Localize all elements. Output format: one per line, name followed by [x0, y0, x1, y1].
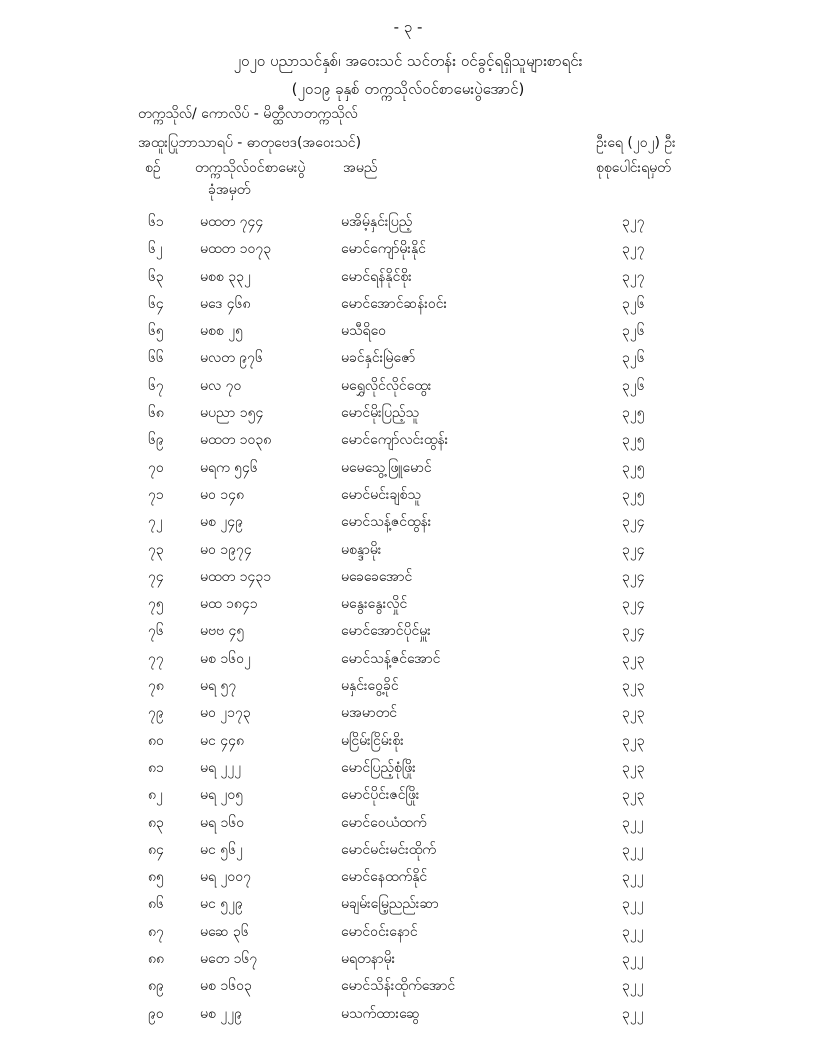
- roll-number: မင ၅၂၉: [200, 896, 243, 913]
- total-marks: ၃၂၄: [622, 568, 645, 585]
- roll-number: မစ ၁၆၀၂: [200, 650, 251, 667]
- total-marks: ၃၂၅: [622, 486, 645, 503]
- total-marks: ၃၂၃: [622, 650, 645, 667]
- student-name: မအိမ့်နှင်းပြည့်: [341, 214, 413, 230]
- document-title: ၂၀၂၀ ပညာသင်နှစ်၊ အဝေးသင် သင်တန်း ဝင်ခွင့်ရရှိသူများစာရင်း: [233, 52, 583, 70]
- total-marks: ၃၂၂: [622, 896, 644, 913]
- header-roll-line2: ခုံအမှတ်: [208, 182, 251, 198]
- student-name: မောင်ရန်နိုင်စိုး: [341, 268, 412, 285]
- student-name: မနှင်းဝွေ့ခိုင်: [341, 678, 399, 695]
- row-number: ၆၅: [148, 323, 164, 340]
- roll-number: မင ၅၆၂: [200, 841, 243, 858]
- student-name: မောင်ပြည့်စုံဖြိုး: [341, 759, 416, 776]
- header-no: စဉ်: [145, 160, 161, 176]
- row-number: ၆၇: [148, 377, 164, 394]
- row-number: ၈၆: [148, 896, 164, 913]
- table-row: [0, 344, 816, 371]
- table-row: [0, 563, 816, 590]
- row-number: ၉၀: [148, 1005, 164, 1022]
- total-marks: ၃၂၆: [622, 295, 645, 312]
- table-row: [0, 590, 816, 617]
- total-marks: ၃၂၄: [622, 623, 645, 640]
- page-number: - ၃ -: [393, 18, 423, 36]
- row-number: ၆၉: [148, 432, 164, 449]
- table-row: [0, 836, 816, 863]
- table-row: [0, 645, 816, 672]
- roll-number: မပညာ ၁၅၄: [200, 405, 264, 422]
- roll-number: မစ ၂၄၉: [200, 514, 243, 531]
- row-number: ၈၃: [148, 814, 164, 831]
- total-marks: ၃၂၄: [622, 596, 645, 613]
- total-marks: ၃၂၃: [622, 732, 645, 749]
- roll-number: မထ ၁၈၄၁: [200, 596, 258, 613]
- roll-number: မဝ ၁၄၈: [200, 486, 245, 503]
- row-number: ၈၄: [148, 841, 164, 858]
- roll-number: မလ ၇၀: [200, 377, 242, 394]
- student-name: မောင်သန့်ဇင်အောင်: [341, 650, 441, 667]
- row-number: ၈၂: [148, 787, 163, 804]
- roll-number: မရ ၅၇: [200, 678, 237, 695]
- total-marks: ၃၂၂: [622, 951, 644, 968]
- student-name: မရတနာမိုး: [341, 951, 396, 968]
- table-row: [0, 617, 816, 644]
- roll-number: မရ ၂၀၀၇: [200, 869, 251, 886]
- table-row: [0, 454, 816, 481]
- table-row: [0, 290, 816, 317]
- table-row: [0, 508, 816, 535]
- row-number: ၇၂: [148, 514, 163, 531]
- roll-number: မင ၄၄၈: [200, 732, 244, 749]
- row-number: ၇၈: [148, 678, 164, 695]
- roll-number: မစစ ၃၃၂: [200, 268, 251, 285]
- student-name: မငြိမ်းငြိမ်းစိုး: [341, 732, 404, 749]
- table-row: [0, 235, 816, 262]
- row-number: ၈၅: [148, 869, 164, 886]
- table-row: [0, 945, 816, 972]
- total-marks: ၃၂၆: [622, 323, 645, 340]
- roll-number: မလတ ၉၇၆: [200, 350, 263, 367]
- roll-number: မရ ၂၀၅: [200, 787, 244, 804]
- row-number: ၇၄: [148, 568, 164, 585]
- table-row: [0, 972, 816, 999]
- student-name: မောင်ဝေယံထက်: [341, 814, 427, 831]
- roll-number: မဒေ ၄၆၈: [200, 295, 251, 312]
- total-marks: ၃၂၃: [622, 705, 645, 722]
- roll-number: မစ ၁၆၀၃: [200, 978, 252, 995]
- student-name: မောင်ကျော်လင်းထွန်း: [341, 432, 449, 449]
- table-row: [0, 918, 816, 945]
- student-name: မချမ်းမြေ့ညည်းဆာ: [341, 896, 439, 913]
- total-marks: ၃၂၂: [622, 1005, 644, 1022]
- total-marks: ၃၂၃: [622, 678, 645, 695]
- row-number: ၇၆: [148, 623, 164, 640]
- table-row: [0, 263, 816, 290]
- student-name: မောင်အောင်ပိုင်မှူး: [341, 623, 431, 640]
- total-marks: ၃၂၅: [622, 405, 645, 422]
- total-marks: ၃၂၃: [622, 759, 645, 776]
- total-marks: ၃၂၆: [622, 377, 645, 394]
- total-marks: ၃၂၅: [622, 459, 645, 476]
- student-name: မောင်သန့်ဇင်ထွန်း: [341, 514, 432, 531]
- row-number: ၈၈: [148, 951, 164, 968]
- total-marks: ၃၂၂: [622, 923, 644, 940]
- row-number: ၆၈: [148, 405, 164, 422]
- student-name: မောင်မင်းမင်းထိုက်: [341, 841, 436, 858]
- student-name: မသီရိဝေ: [341, 323, 387, 340]
- student-name: မောင်အောင်ဆန်းဝင်း: [341, 295, 448, 312]
- student-name: မနွေးနွေးလှိုင်: [341, 596, 408, 613]
- roll-number: မဝ ၂၁၇၃: [200, 705, 251, 722]
- row-number: ၆၃: [148, 268, 164, 285]
- row-number: ၆၄: [148, 295, 164, 312]
- results-table: [0, 208, 816, 1027]
- student-name: မစန္ဒာမိုး: [341, 541, 382, 558]
- total-marks: ၃၂၇: [622, 241, 645, 258]
- row-number: ၆၁: [148, 214, 164, 230]
- total-marks: ၃၂၅: [622, 432, 645, 449]
- row-number: ၇၀: [148, 459, 164, 476]
- row-number: ၆၆: [148, 350, 164, 367]
- roll-number: မရ ၂၂၂: [200, 759, 242, 776]
- document-subtitle: (၂၀၁၉ ခုနှစ် တက္ကသိုလ်ဝင်စာမေးပွဲအောင်): [291, 80, 525, 98]
- table-row: [0, 727, 816, 754]
- student-name: မောင်မင်းချစ်သူ: [341, 486, 421, 503]
- student-name: မောင်သိန်းထိုက်အောင်: [341, 978, 456, 995]
- total-marks: ၃၂၆: [622, 350, 645, 367]
- table-row: [0, 863, 816, 890]
- student-name: မအမာတင်: [341, 705, 397, 722]
- total-marks: ၃၂၂: [622, 814, 644, 831]
- table-row: [0, 1000, 816, 1027]
- student-name: မောင်နေထက်နိုင်: [341, 869, 428, 886]
- institution-line: တက္ကသိုလ်/ ကောလိပ် - မိတ္ထီလာတက္ကသိုလ်: [138, 106, 358, 122]
- student-name: မခင်နှင်းမြဲဇော်: [341, 350, 416, 367]
- header-marks: စုစုပေါင်းရမှတ်: [596, 160, 671, 176]
- total-count: ဦးရေ (၂၀၂) ဦး: [596, 135, 676, 151]
- total-marks: ၃၂၇: [622, 214, 645, 230]
- roll-number: မထတ ၁၀၃၈: [200, 432, 272, 449]
- roll-number: မရက ၅၄၆: [200, 459, 258, 476]
- table-row: [0, 672, 816, 699]
- total-marks: ၃၂၂: [622, 869, 644, 886]
- total-marks: ၃၂၄: [622, 514, 645, 531]
- table-row: [0, 208, 816, 235]
- row-number: ၈၀: [148, 732, 164, 749]
- row-number: ၈၉: [148, 978, 164, 995]
- table-row: [0, 890, 816, 917]
- student-name: မောင်ဝင်းနောင်: [341, 923, 418, 940]
- table-row: [0, 317, 816, 344]
- student-name: မောင်မိုးပြည့်သူ: [341, 405, 420, 422]
- table-row: [0, 809, 816, 836]
- row-number: ၇၁: [148, 486, 164, 503]
- row-number: ၈၁: [148, 759, 164, 776]
- row-number: ၇၇: [148, 650, 164, 667]
- roll-number: မဝ ၁၉၇၄: [200, 541, 252, 558]
- student-name: မခေခေအောင်: [341, 568, 413, 585]
- table-row: [0, 426, 816, 453]
- roll-number: မထတ ၇၄၄: [200, 214, 264, 230]
- table-row: [0, 536, 816, 563]
- header-name: အမည်: [343, 160, 378, 176]
- row-number: ၈၇: [148, 923, 164, 940]
- total-marks: ၃၂၃: [622, 787, 645, 804]
- student-name: မရွှေလိုင်လိုင်ထွေး: [341, 377, 432, 394]
- roll-number: မဗဗ ၄၅: [200, 623, 245, 640]
- total-marks: ၃၂၂: [622, 978, 644, 995]
- roll-number: မစ ၂၂၉: [200, 1005, 242, 1022]
- table-row: [0, 399, 816, 426]
- roll-number: မရ ၁၆၀: [200, 814, 245, 831]
- table-row: [0, 754, 816, 781]
- roll-number: မစစ ၂၅: [200, 323, 243, 340]
- header-roll: တက္ကသိုလ်ဝင်စာမေးပွဲ: [195, 160, 306, 176]
- table-row: [0, 781, 816, 808]
- roll-number: မတေ ၁၆၇: [200, 951, 258, 968]
- roll-number: မဆေ ၃၆: [200, 923, 249, 940]
- table-row: [0, 699, 816, 726]
- row-number: ၇၃: [148, 541, 164, 558]
- roll-number: မထတ ၁၀၇၃: [200, 241, 272, 258]
- student-name: မောင်ပိုင်းဇင်ဖြိုး: [341, 787, 420, 804]
- student-name: မမေသွေ့ဖြူမောင်: [341, 459, 432, 476]
- row-number: ၇၅: [148, 596, 164, 613]
- table-row: [0, 372, 816, 399]
- roll-number: မထတ ၁၄၃၁: [200, 568, 272, 585]
- row-number: ၇၉: [148, 705, 164, 722]
- row-number: ၆၂: [148, 241, 163, 258]
- total-marks: ၃၂၂: [622, 841, 644, 858]
- table-row: [0, 481, 816, 508]
- major-subject-line: အထူးပြုဘာသာရပ် - ဓာတုဗေဒ(အဝေးသင်): [138, 135, 362, 151]
- total-marks: ၃၂၄: [622, 541, 645, 558]
- total-marks: ၃၂၇: [622, 268, 645, 285]
- student-name: မသက်ထားဆွေ: [341, 1005, 420, 1022]
- student-name: မောင်ကျော်မိုးနိုင်: [341, 241, 426, 258]
